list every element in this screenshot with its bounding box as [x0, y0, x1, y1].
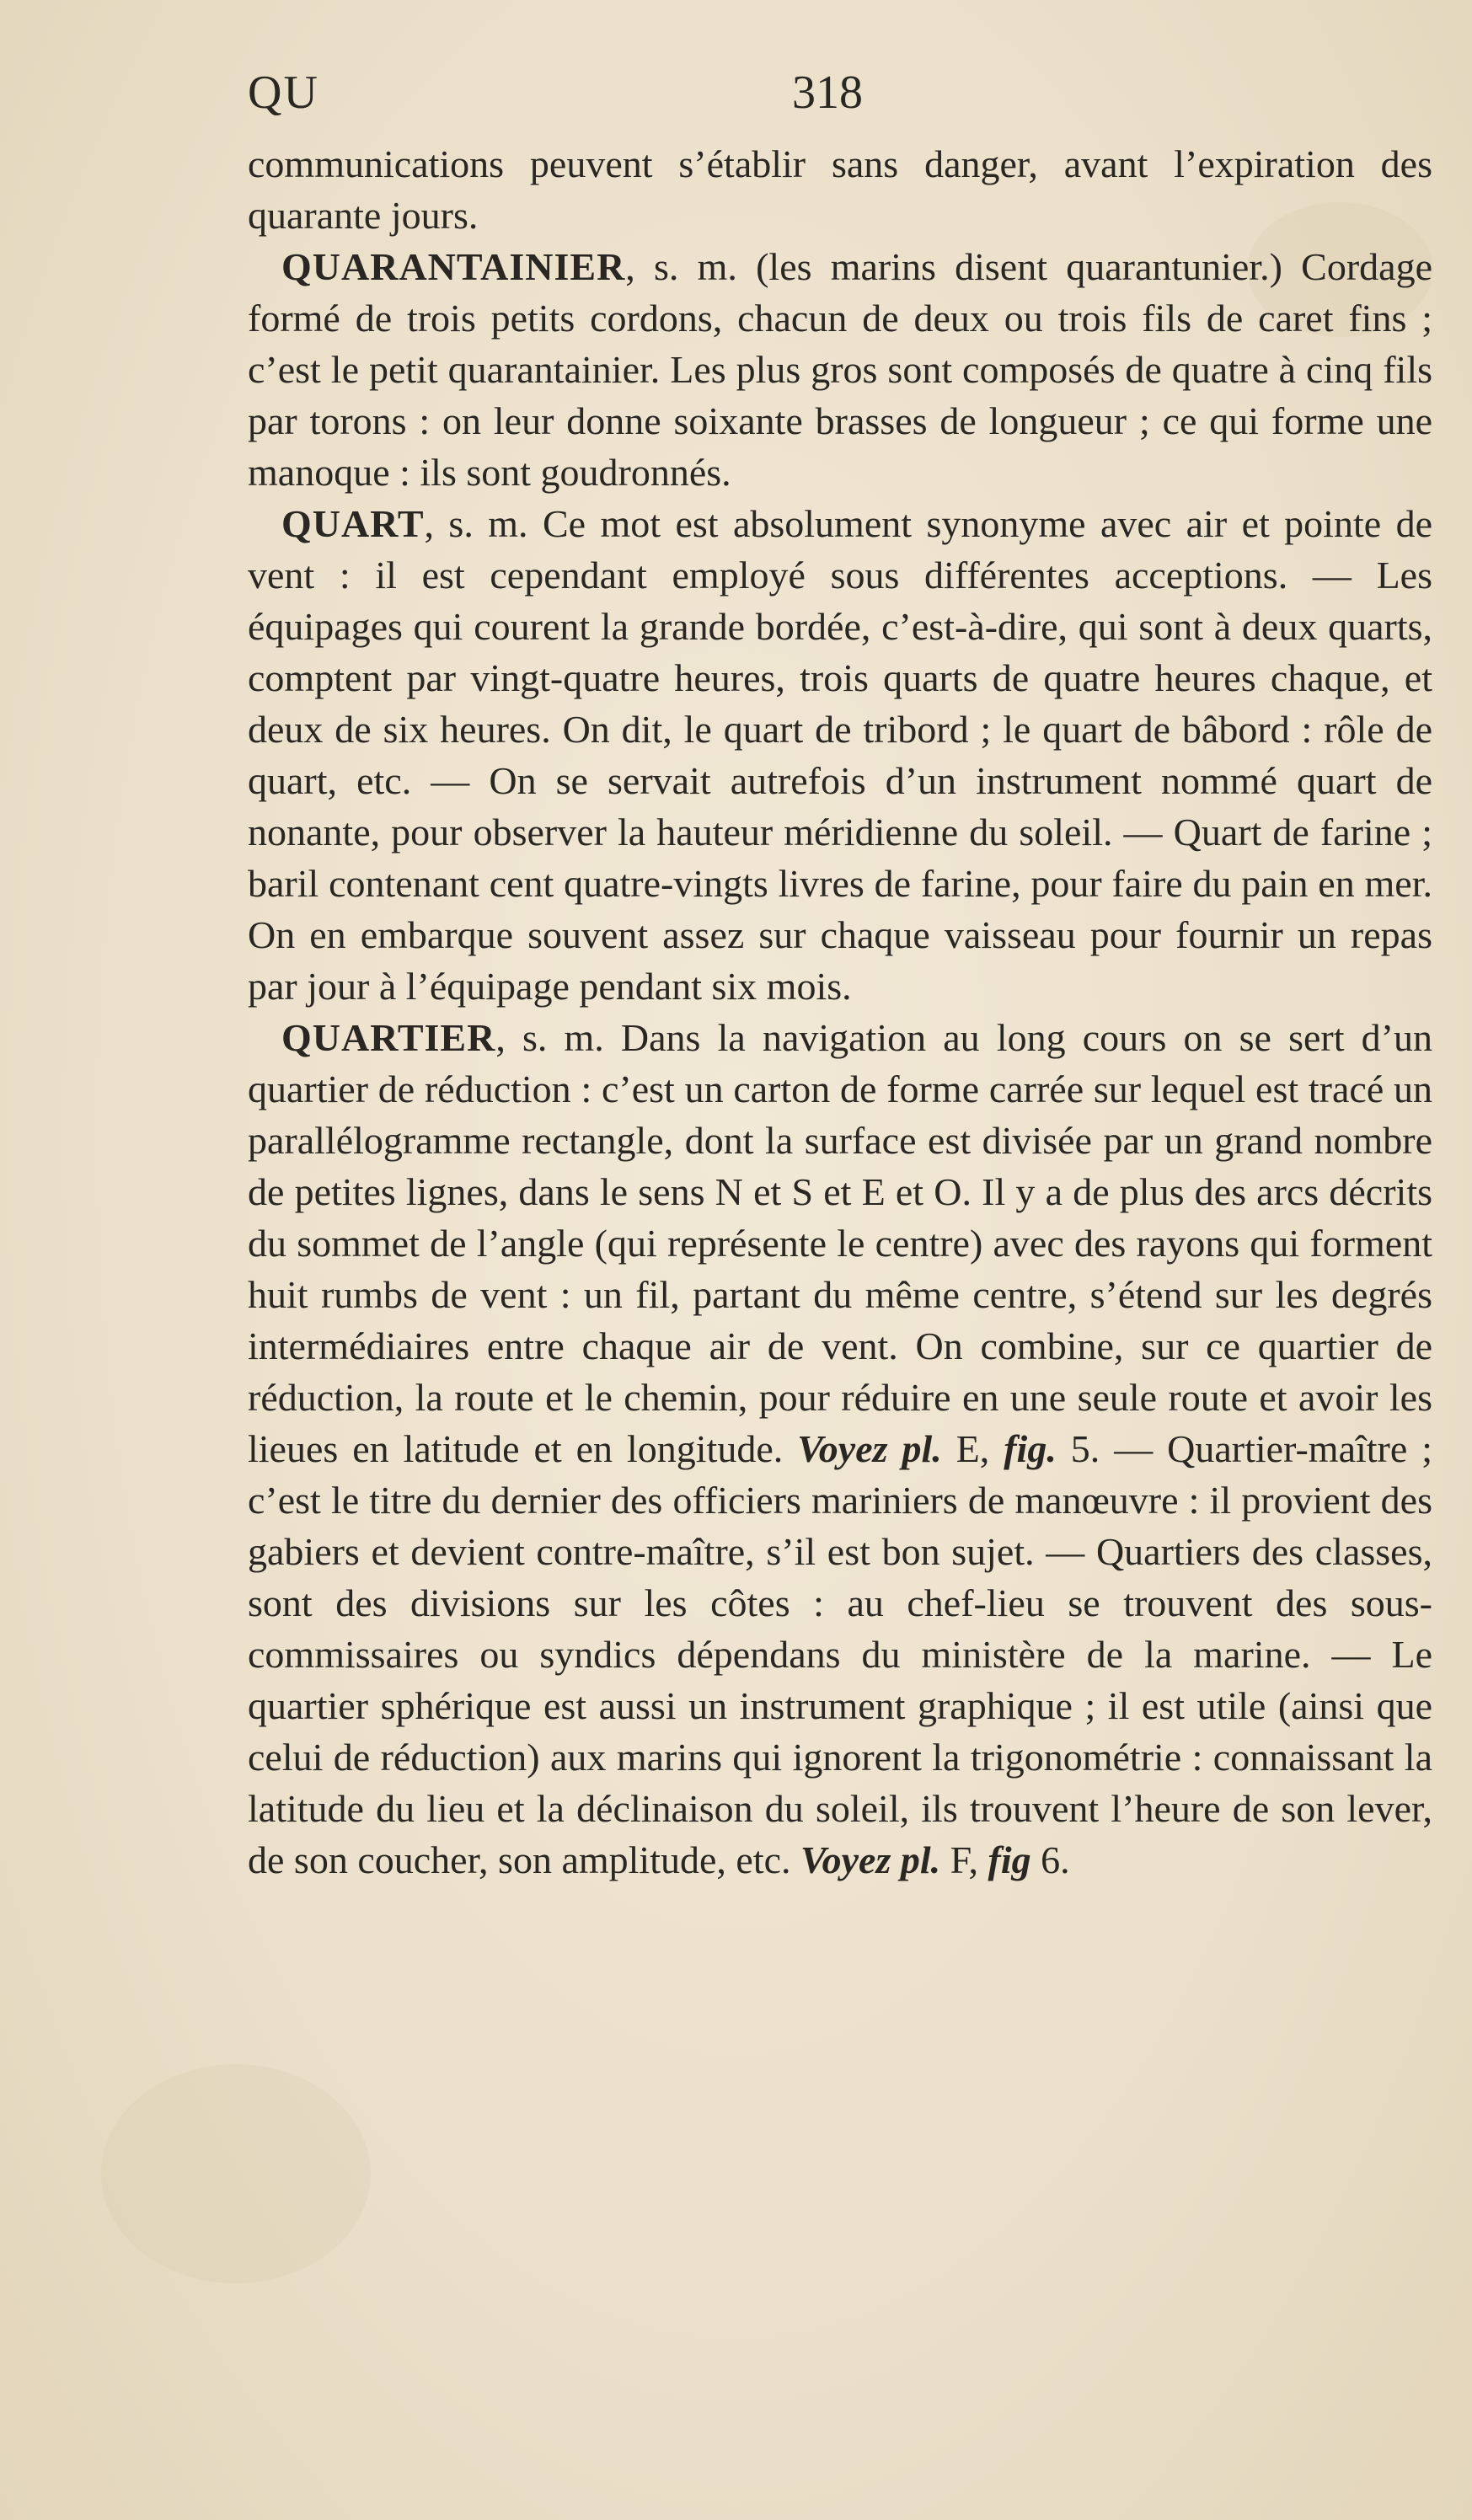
entry-text: communications peuvent s’établir sans danger, avant l’expiration des quarante jours.: [248, 142, 1432, 237]
running-head: QU: [248, 67, 319, 119]
page-header: [248, 66, 1427, 133]
paper-stain: [101, 2064, 371, 2283]
italic-reference: Voyez pl.: [800, 1838, 941, 1881]
italic-reference: fig.: [1004, 1427, 1057, 1470]
dictionary-entry: [248, 1012, 1432, 1886]
entry-text: , s. m. Dans la navigation au long cours on se sert d’un quartier de réduction : c’est un carton de forme carrée sur lequel est tracé un parallélogramme rectangle, dont la surface est divisée par un grand nombre de petites lignes, dans le sens N et S et E et O. Il y a de plus des arcs décrits du sommet de l’angle (qui représente le centre) avec des rayons qui forment huit rumbs de vent : un fil, partant du même centre, s’étend sur les degrés intermédiaires entre chaque air de vent. On combine, sur ce quartier de réduction, la route et le chemin, pour réduire en une seule route et avoir les lieues en latitude et en longitude.: [248, 1016, 1432, 1470]
entry-text: 6.: [1030, 1838, 1070, 1881]
entry-text: 5. — Quartier-maître ; c’est le titre du dernier des officiers mariniers de manœuvre : il provient des gabiers et devient contre-maître, s’il est bon sujet. — Quartiers des classes, sont des divisions sur les côtes : au chef-lieu se trouvent des sous-commissaires ou syndics dépendans du ministère de la marine. — Le quartier sphérique est aussi un instrument graphique ; il est utile (ainsi que celui de réduction) aux marins qui ignorent la trigonométrie : connaissant la latitude du lieu et la déclinaison du soleil, ils trouvent l’heure de son lever, de son coucher, son amplitude, etc.: [248, 1427, 1433, 1881]
entry-headword: QUARTIER: [281, 1016, 496, 1059]
entry-text: E,: [941, 1427, 1004, 1470]
italic-reference: Voyez pl.: [797, 1427, 942, 1470]
entry-text: , s. m. (les marins disent quarantunier.) Cordage formé de trois petits cordons, chacun de deux ou trois fils de caret fins ; c’est le petit quarantainier. Les plus gros sont composés de quatre à cinq fils par torons : on leur donne soixante brasses de longueur ; ce qui forme une manoque : ils sont goudronnés.: [248, 245, 1432, 494]
dictionary-entry: [248, 241, 1432, 498]
dictionary-entries: [248, 138, 1432, 1886]
entry-text: , s. m. Ce mot est absolument synonyme avec air et pointe de vent : il est cependant employé sous différentes acceptions. — Les équipages qui courent la grande bordée, c’est-à-dire, qui sont à deux quarts, comptent par vingt-quatre heures, trois quarts de quatre heures chaque, et deux de six heures. On dit, le quart de tribord ; le quart de bâbord : rôle de quart, etc. — On se servait autrefois d’un instrument nommé quart de nonante, pour observer la hauteur méridienne du soleil. — Quart de farine ; baril contenant cent quatre-vingts livres de farine, pour faire du pain en mer. On en embarque souvent assez sur chaque vaisseau pour fournir un repas par jour à l’équipage pendant six mois.: [248, 502, 1432, 1008]
continued-paragraph: [248, 138, 1432, 241]
entry-text: F,: [940, 1838, 988, 1881]
entry-headword: QUART: [281, 502, 425, 545]
italic-reference: fig: [988, 1838, 1031, 1881]
page-number: 318: [792, 67, 863, 119]
dictionary-entry: [248, 498, 1432, 1012]
entry-headword: QUARANTAINIER: [281, 245, 626, 288]
